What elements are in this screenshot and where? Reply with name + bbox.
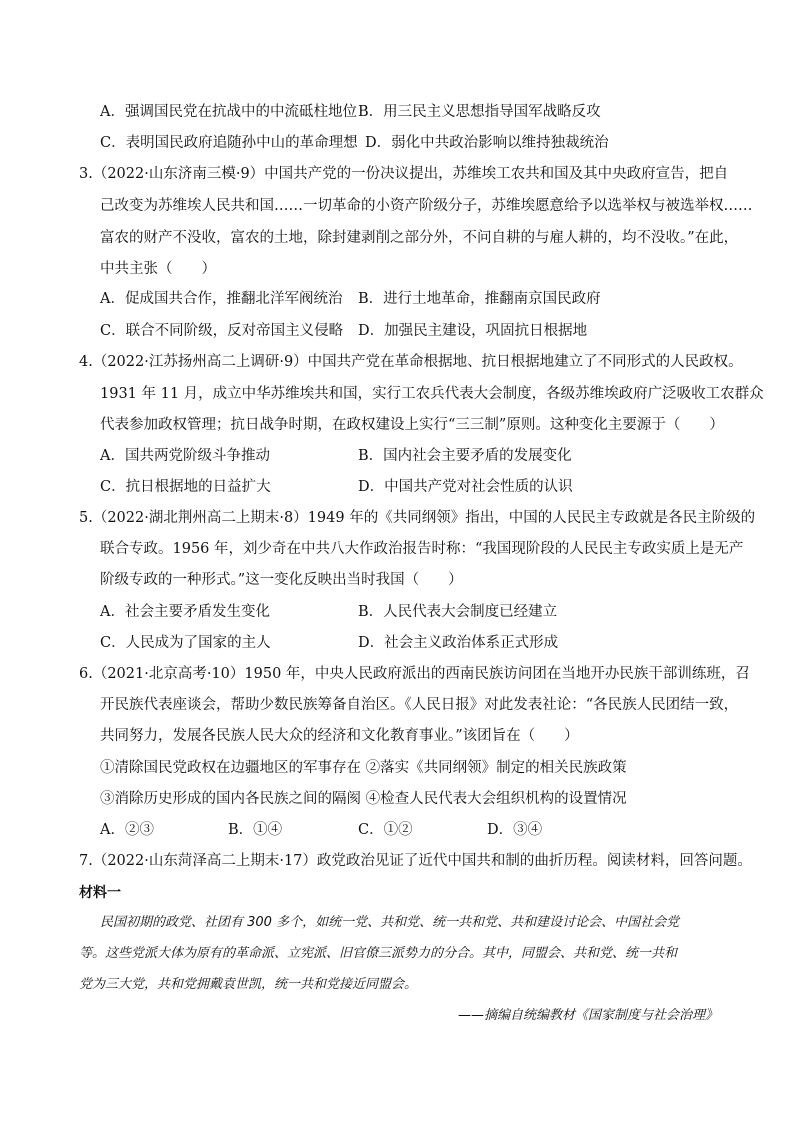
q5-stem-line: 5.（2022·湖北荆州高二上期末·8）1949 年的《共同纲领》指出，中国的人民民主专政就是各民主阶级的: [79, 510, 756, 526]
q2-option-c[interactable]: C．表明国民政府追随孙中山的革命理想: [100, 135, 358, 151]
material-line: 等。这些党派大体为原有的革命派、立宪派、旧官僚三派势力的分合。其中，同盟会、共和党、统一共和: [79, 946, 678, 961]
q3-stem-line: 己改变为苏维埃人民共和国……一切革命的小资产阶级分子，苏维埃愿意给予以选举权与被选举权……: [100, 198, 753, 214]
material-line: 党为三大党，共和党拥戴袁世凯，统一共和党接近同盟会。: [79, 977, 418, 992]
q4-stem-line: 代表参加政权管理；抗日战争时期，在政权建设上实行“三三制”原则。这种变化主要源于（ ）: [100, 417, 724, 433]
q6-statement: ③消除历史形成的国内各民族之间的隔阂 ④检查人民代表大会组织机构的设置情况: [100, 791, 627, 807]
q6-stem-line: 6.（2021·北京高考·10）1950 年，中央人民政府派出的西南民族访问团在当地开办民族干部训练班，召: [79, 666, 750, 682]
q4-stem-line: 4.（2022·江苏扬州高二上调研·9）中国共产党在革命根据地、抗日根据地建立了不同形式的人民政权。: [79, 354, 743, 370]
q3-option-d[interactable]: D．加强民主建设，巩固抗日根据地: [358, 323, 588, 339]
q6-option-a[interactable]: A．②③: [100, 822, 154, 838]
material-line: 民国初期的政党、社团有 300 多个，如统一党、共和党、统一共和党、共和建设讨论会、中国社会党: [100, 915, 680, 930]
q3-stem-line: 3.（2022·山东济南三模·9）中国共产党的一份决议提出，苏维埃工农共和国及其中央政府宣告，把自: [79, 166, 729, 182]
q5-stem-line: 阶级专政的一种形式。”这一变化反映出当时我国（ ）: [100, 572, 463, 588]
q4-option-c[interactable]: C．抗日根据地的日益扩大: [100, 479, 271, 495]
q5-option-c[interactable]: C．人民成为了国家的主人: [100, 635, 271, 651]
q2-option-d[interactable]: D．弱化中共政治影响以维持独裁统治: [365, 135, 609, 151]
q3-option-b[interactable]: B．进行土地革命，推翻南京国民政府: [358, 291, 601, 307]
q6-option-b[interactable]: B．①④: [228, 822, 283, 838]
q4-option-b[interactable]: B．国内社会主要矛盾的发展变化: [358, 448, 572, 464]
q2-option-a[interactable]: A．强调国民党在抗战中的中流砥柱地位: [100, 104, 357, 120]
q3-option-a[interactable]: A．促成国共合作，推翻北洋军阀统治: [100, 291, 343, 307]
material-source: ——摘编自统编教材《国家制度与社会治理》: [457, 1008, 718, 1023]
q7-stem: 7.（2022·山东菏泽高二上期末·17）政党政治见证了近代中国共和制的曲折历程。阅读材料，回答问题。: [79, 853, 752, 869]
q5-option-b[interactable]: B．人民代表大会制度已经建立: [358, 604, 558, 620]
q5-stem-line: 联合专政。1956 年，刘少奇在中共八大作政治报告时称：“我国现阶段的人民民主专政实质上是无产: [100, 541, 744, 557]
q6-stem-line: 共同努力，发展各民族人民大众的经济和文化教育事业。”该团旨在（ ）: [100, 728, 579, 744]
q5-option-a[interactable]: A．社会主要矛盾发生变化: [100, 604, 270, 620]
q6-option-c[interactable]: C．①②: [358, 822, 413, 838]
q3-option-c[interactable]: C．联合不同阶级，反对帝国主义侵略: [100, 323, 344, 339]
q6-option-d[interactable]: D．③④: [487, 822, 543, 838]
q5-option-d[interactable]: D．社会主义政治体系正式形成: [358, 635, 559, 651]
q6-stem-line: 开民族代表座谈会，帮助少数民族筹备自治区。《人民日报》对此发表社论：“各民族人民团结一致，: [100, 697, 739, 713]
q3-stem-line: 中共主张（ ）: [100, 261, 216, 277]
q4-stem-line: 1931 年 11 月，成立中华苏维埃共和国，实行工农兵代表大会制度，各级苏维埃政府广泛吸收工农群众: [100, 386, 764, 402]
q6-statement: ①清除国民党政权在边疆地区的军事存在 ②落实《共同纲领》制定的相关民族政策: [100, 760, 627, 776]
q2-option-b[interactable]: B．用三民主义思想指导国军战略反攻: [358, 104, 601, 120]
material-title: 材料一: [79, 885, 121, 901]
q3-stem-line: 富农的财产不没收，富农的土地，除封建剥削之部分外，不问自耕的与雇人耕的，均不没收。”在此，: [100, 230, 739, 246]
q4-option-d[interactable]: D．中国共产党对社会性质的认识: [358, 479, 573, 495]
q4-option-a[interactable]: A．国共两党阶级斗争推动: [100, 448, 270, 464]
